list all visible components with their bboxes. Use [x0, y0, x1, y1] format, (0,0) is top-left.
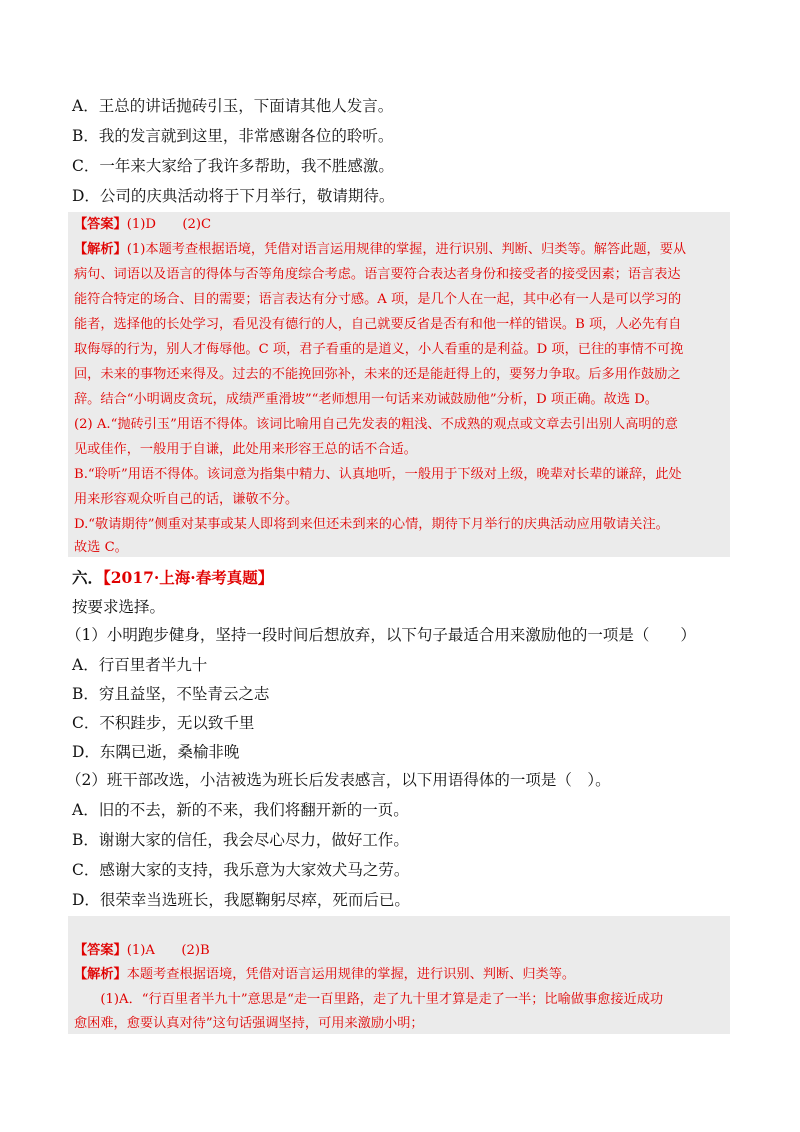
q1-option-b: B．穷且益坚，不坠青云之志: [72, 685, 270, 703]
q2-option-b: B．谢谢大家的信任，我会尽心尽力，做好工作。: [72, 831, 409, 849]
analysis-line: 故选 C。: [74, 540, 128, 555]
answer-text: (1)A (2)B: [126, 943, 210, 958]
analysis-line: B.“聆听”用语不得体。该词意为指集中精力、认真地听，一般用于下级对上级，晚辈对长辈的谦辞，此处: [74, 467, 682, 482]
analysis-line: 回，未来的事物还来得及。过去的不能挽回弥补，未来的还是能赶得上的，要努力争取。后多用作鼓励之: [74, 367, 681, 382]
q5-option-a: A．王总的讲话抛砖引玉，下面请其他人发言。: [72, 97, 394, 115]
section-source: 【2017·上海·春考真题】: [103, 568, 274, 587]
q1-option-a: A．行百里者半九十: [72, 656, 208, 674]
q2-stem: （2）班干部改选，小洁被选为班长后发表感言，以下用语得体的一项是（ ）。: [66, 771, 611, 789]
q5-option-b: B．我的发言就到这里，非常感谢各位的聆听。: [72, 127, 394, 145]
analysis-line: (1)A．“行百里者半九十”意思是“走一百里路，走了九十里才算是走了一半；比喻做事愈接近成功: [74, 992, 664, 1007]
analysis-line: 【解析】本题考查根据语境，凭借对语言运用规律的掌握，进行识别、判断、归类等。: [74, 967, 576, 982]
analysis-line: 愈困难，愈要认真对待”这句话强调坚持，可用来激励小明；: [74, 1016, 424, 1031]
analysis-line: 取侮辱的行为，别人才侮辱他。C 项，君子看重的是道义，小人看重的是利益。D 项，已往的事情不可挽: [74, 342, 684, 357]
analysis-line: 见或佳作，一般用于自谦，此处用来形容王总的话不合适。: [74, 442, 417, 457]
analysis-line: 能符合特定的场合、目的需要；语言表达有分寸感。A 项，是几个人在一起，其中必有一人是可以学习的: [74, 292, 682, 307]
q5-answer-line: [74, 216, 211, 234]
analysis-line: 【解析】(1)本题考查根据语境，凭借对语言运用规律的掌握，进行识别、判断、归类等。解答此题，要从: [74, 242, 687, 257]
q2-option-c: C．感谢大家的支持，我乐意为大家效犬马之劳。: [72, 861, 410, 879]
section-heading: [72, 568, 273, 588]
q2-option-d: D．很荣幸当选班长，我愿鞠躬尽瘁，死而后已。: [72, 891, 410, 909]
q2-option-a: A．旧的不去，新的不来，我们将翻开新的一页。: [72, 801, 409, 819]
q1-option-d: D．东隅已逝，桑榆非晚: [72, 743, 240, 761]
analysis-line: (2) A.“抛砖引玉”用语不得体。该词比喻用自己先发表的粗浅、不成熟的观点或文章去引出别人高明的意: [74, 417, 678, 432]
analysis-line: 辞。结合“小明调皮贪玩，成绩严重滑坡”“老师想用一句话来劝诫鼓励他”分析，D 项正确。故选 D。: [74, 392, 658, 407]
answer-tag: 【答案】: [74, 217, 127, 232]
q1-stem: （1）小明跑步健身，坚持一段时间后想放弃，以下句子最适合用来激励他的一项是（ ）: [66, 626, 696, 644]
analysis-tag: 【解析】: [74, 242, 127, 257]
analysis-line: D.“敬请期待”侧重对某事或某人即将到来但还未到来的心情，期待下月举行的庆典活动应用敬请关注。: [74, 517, 669, 532]
analysis-line: 用来形容观众听自己的话，谦敬不分。: [74, 492, 299, 507]
analysis-tag: 【解析】: [74, 967, 127, 982]
instruction: 按要求选择。: [72, 598, 166, 616]
answer-tag: 【答案】: [74, 943, 127, 958]
section-number: 六．: [72, 568, 104, 587]
answer-text: (1)D (2)C: [126, 217, 212, 232]
analysis-line: 能者，选择他的长处学习，看见没有德行的人，自己就要反省是否有和他一样的错误。B 项，人必先有自: [74, 317, 682, 332]
q5-option-c: C．一年来大家给了我许多帮助，我不胜感激。: [72, 157, 394, 175]
q1-option-c: C．不积跬步，无以致千里: [72, 714, 255, 732]
analysis-line: 病句、词语以及语言的得体与否等角度综合考虑。语言要符合表达者身份和接受者的接受因素；语言表达: [74, 267, 681, 282]
q5-option-d: D．公司的庆典活动将于下月举行，敬请期待。: [72, 187, 395, 205]
section6-answer-line: [74, 942, 210, 960]
